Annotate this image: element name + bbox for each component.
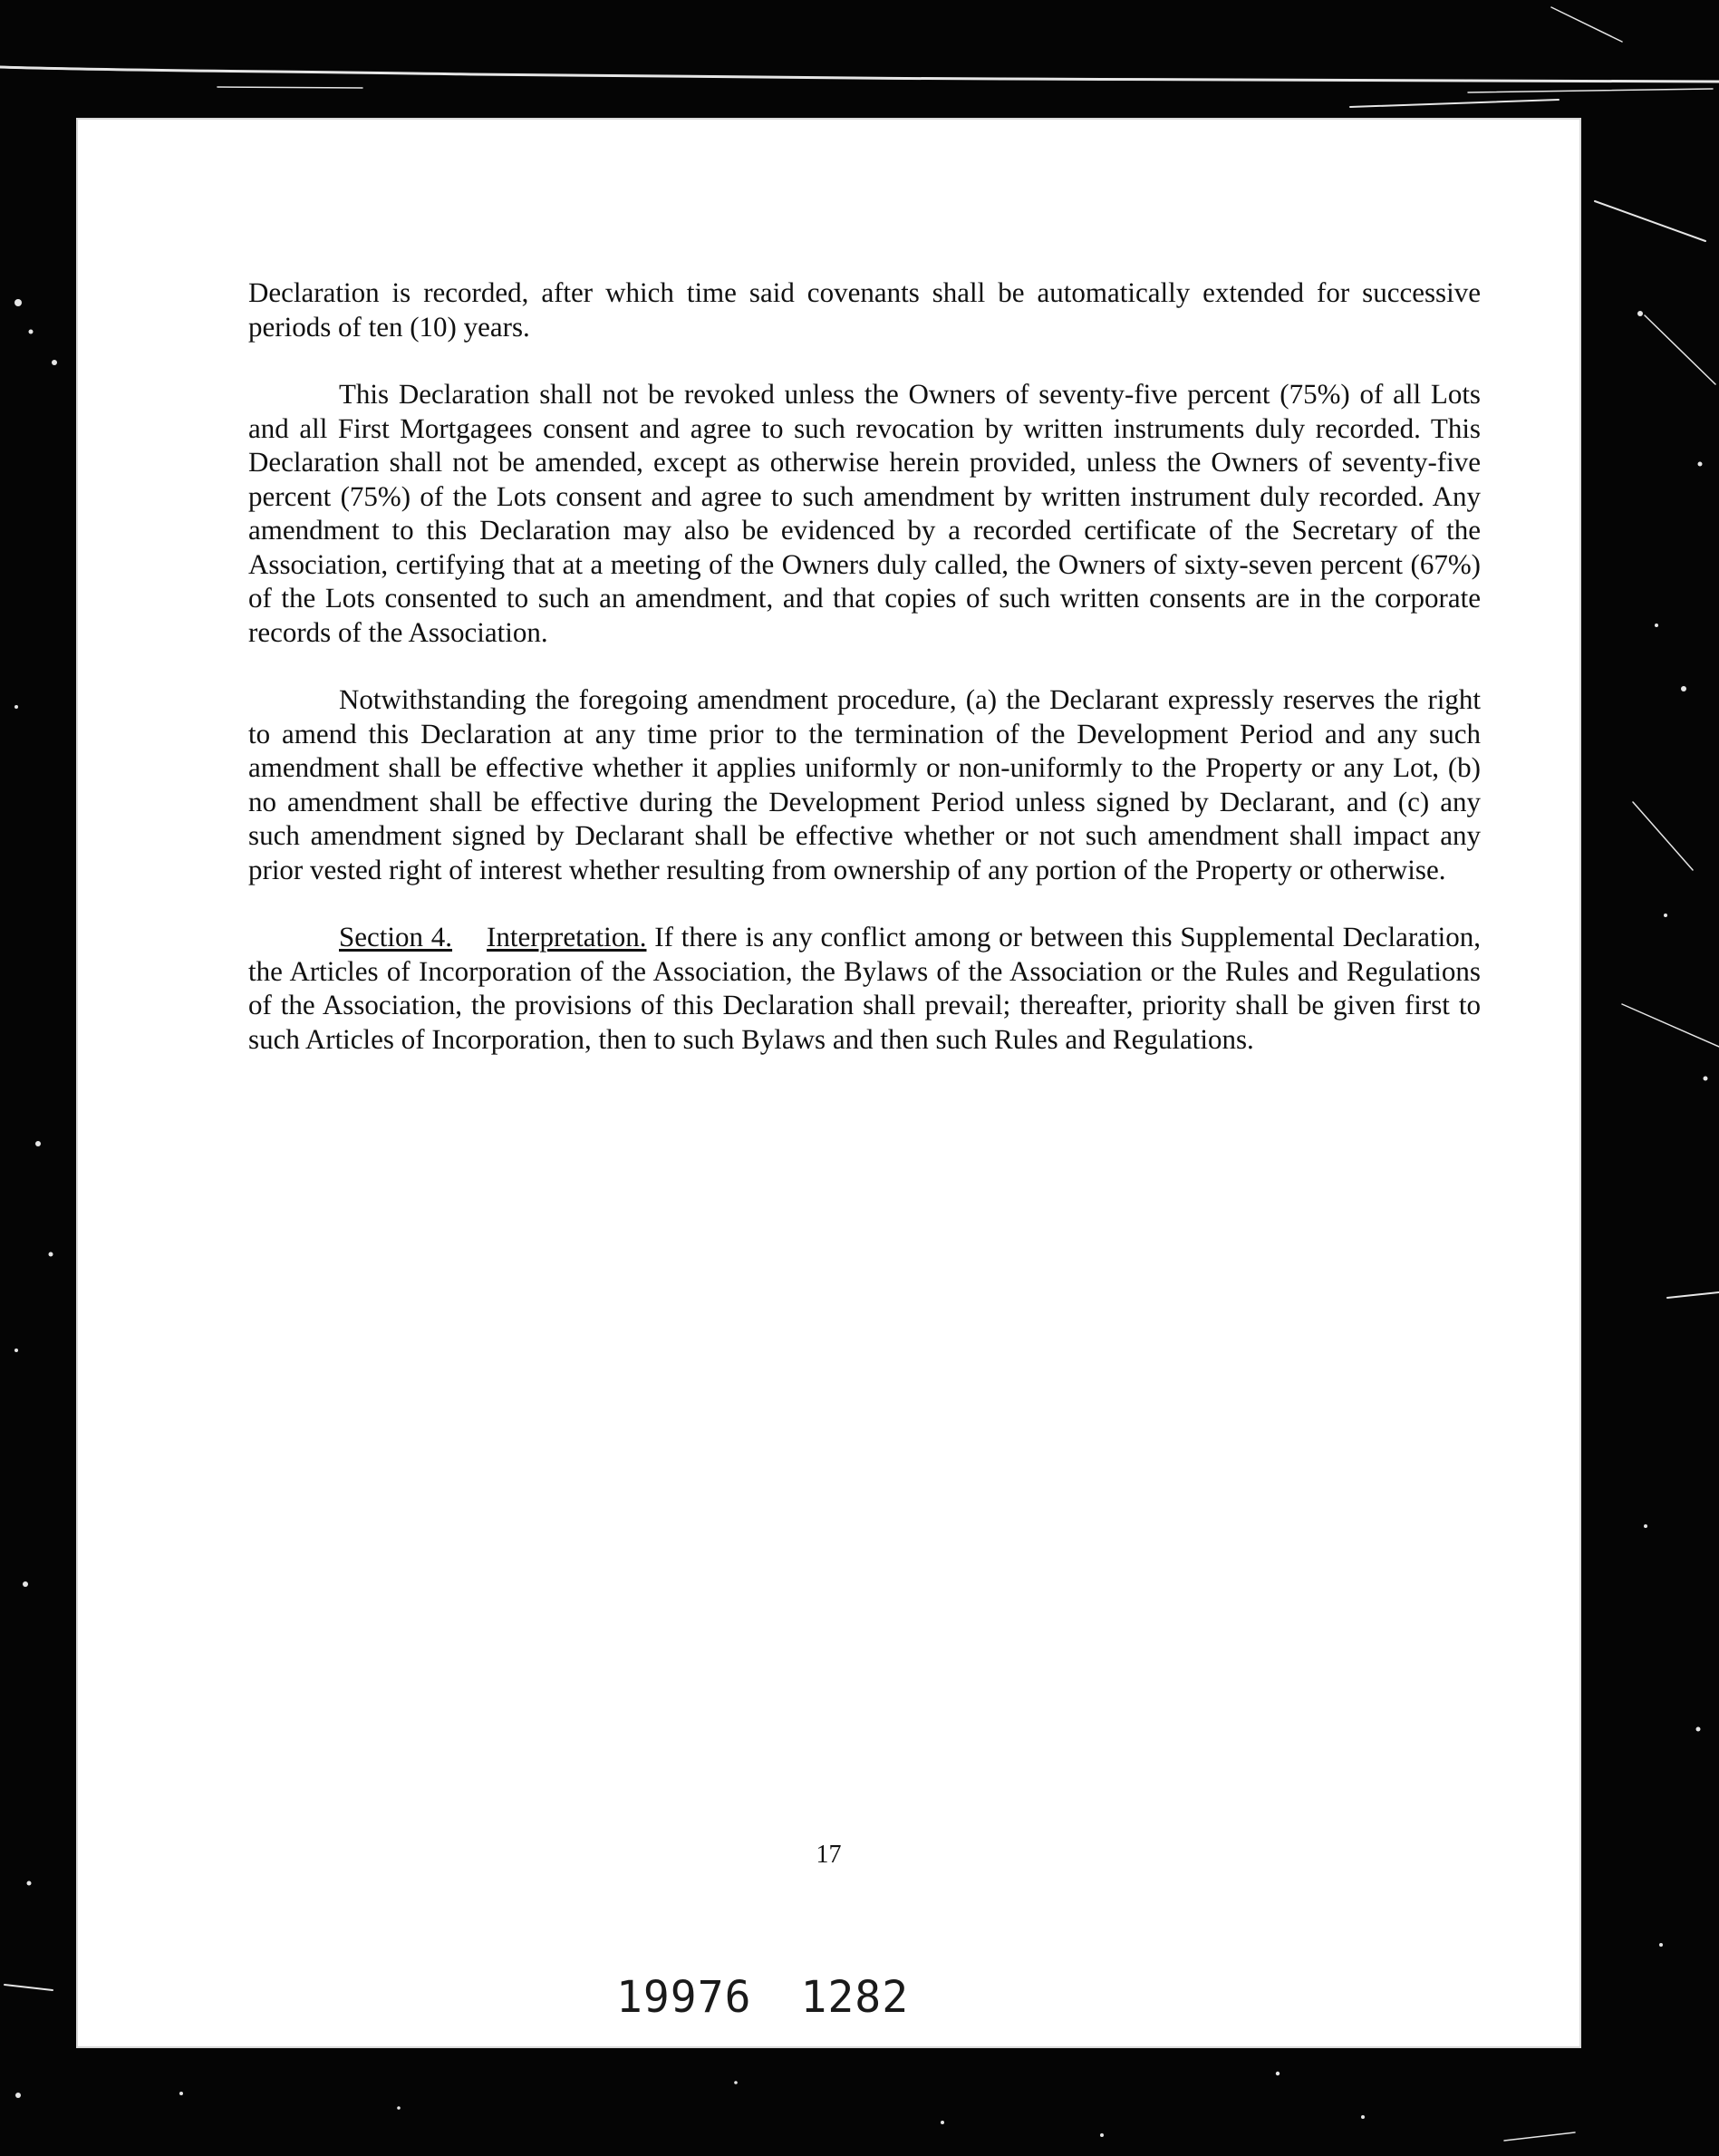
page-text-body (248, 276, 1481, 1089)
document-page (76, 118, 1581, 2048)
recording-stamp-volume: 19976 (616, 1972, 752, 2023)
recording-stamp-page: 1282 (800, 1972, 910, 2023)
paragraph-declarant-reservation: Notwithstanding the foregoing amendment procedure, (a) the Declarant expressly reserves the right to amend this Declaration at any time prior to the termination of the Development Period and any such amendment shall be effective whether it applies uniformly or non-uniformly to the Property or any Lot, (b) no amendment shall be effective during the Development Period unless signed by Declarant, and (c) any such amendment signed by Declarant shall be effective whether or not such amendment shall impact any prior vested right of interest whether resulting from ownership of any portion of the Property or otherwise. (248, 683, 1481, 885)
section-text: If there is any conflict among or between this Supplemental Declaration, the Articles of Incorporation of the Association, the Bylaws of the Association or the Rules and Regulations of the Association, the provisions of this Declaration shall prevail; thereafter, priority shall be given first to such Articles of Incorporation, then to such Bylaws and then such Rules and Regulations. (248, 921, 1481, 1055)
section-title: Interpretation. (487, 921, 647, 952)
section-4-interpretation-paragraph (248, 920, 1481, 1056)
page-number: 17 (816, 1841, 842, 1869)
paragraph-continuation: Declaration is recorded, after which time said covenants shall be automatically extended for successive periods of ten (10) years. (248, 276, 1481, 343)
paragraph-revocation-amendment: This Declaration shall not be revoked unless the Owners of seventy-five percent (75%) of all Lots and all First Mortgagees consent and agree to such revocation by written instruments duly recorded. This Declaration shall not be amended, except as otherwise herein provided, unless the Owners of seventy-five percent (75%) of the Lots consent and agree to such amendment by written instrument duly recorded. Any amendment to this Declaration may also be evidenced by a recorded certificate of the Secretary of the Association, certifying that at a meeting of the Owners duly called, the Owners of sixty-seven percent (67%) of the Lots consented to such an amendment, and that copies of such written consents are in the corporate records of the Association. (248, 378, 1481, 648)
recording-stamp (616, 1972, 909, 2023)
section-heading: Section 4. (339, 921, 453, 952)
